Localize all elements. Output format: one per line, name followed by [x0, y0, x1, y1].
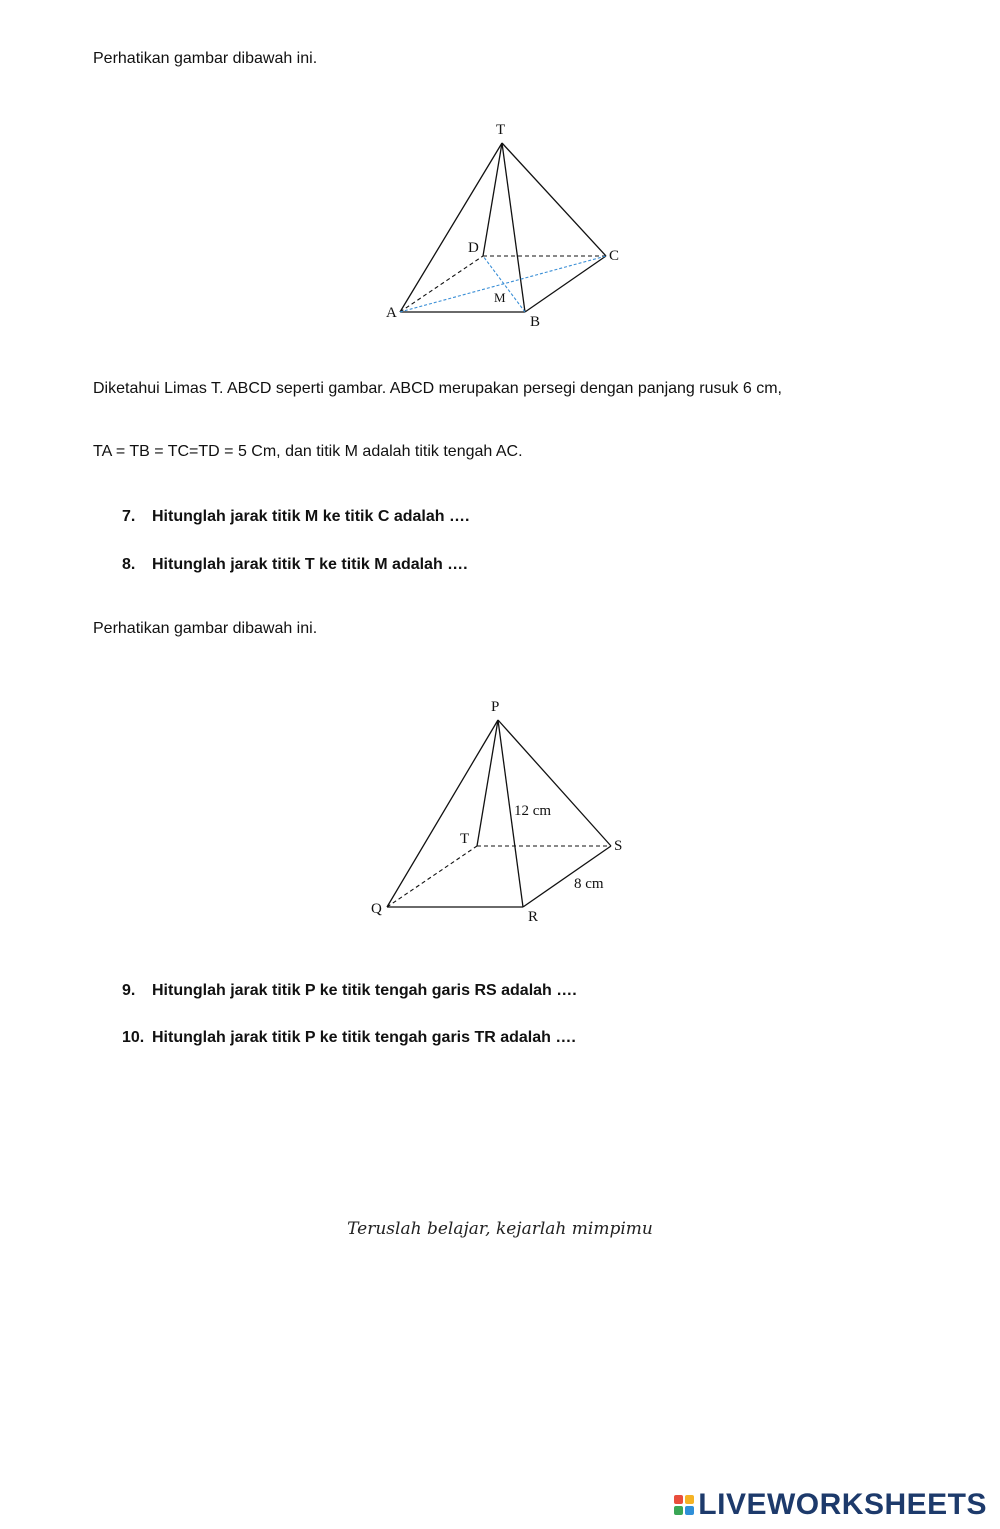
- intro-text-2: Perhatikan gambar dibawah ini.: [93, 620, 318, 637]
- description-line-2: TA = TB = TC=TD = 5 Cm, dan titik M adalah titik tengah AC.: [93, 443, 523, 460]
- logo-tile-1: [674, 1495, 683, 1504]
- edge-ps: [498, 720, 611, 846]
- label-b: B: [530, 314, 541, 330]
- question-8-text: Hitunglah jarak titik T ke titik M adalah ….: [152, 556, 468, 573]
- label-side: 8 cm: [574, 876, 604, 892]
- label-r: R: [528, 909, 539, 925]
- label-m: M: [494, 290, 506, 305]
- question-10-text: Hitunglah jarak titik P ke titik tengah garis TR adalah ….: [152, 1029, 576, 1046]
- intro-text-1: Perhatikan gambar dibawah ini.: [93, 50, 318, 67]
- question-7: [122, 508, 469, 526]
- edge-bc: [525, 256, 606, 312]
- question-9-text: Hitunglah jarak titik P ke titik tengah garis RS adalah ….: [152, 982, 577, 999]
- pyramid-pqrst-figure: [360, 690, 640, 930]
- label-p: P: [491, 699, 500, 715]
- edge-tc: [502, 143, 606, 256]
- logo-tile-4: [685, 1506, 694, 1515]
- logo-tile-3: [674, 1506, 683, 1515]
- question-10: [122, 1029, 576, 1047]
- question-7-number: 7.: [122, 508, 136, 525]
- question-8: [122, 556, 468, 574]
- question-9: [122, 982, 577, 1000]
- brand-name: LIVEWORKSHEETS: [698, 1488, 987, 1521]
- label-d: D: [468, 240, 479, 256]
- description-line-1: Diketahui Limas T. ABCD seperti gambar. ABCD merupakan persegi dengan panjang rusuk 6 cm,: [93, 380, 782, 397]
- label-t2: T: [460, 831, 470, 847]
- edge-qt-hidden: [387, 846, 477, 907]
- label-a: A: [386, 305, 397, 321]
- question-10-number: 10.: [122, 1029, 145, 1046]
- liveworksheets-logo-icon: [674, 1495, 694, 1515]
- motto-text: Teruslah belajar, kejarlah mimpimu: [347, 1219, 653, 1239]
- question-7-text: Hitunglah jarak titik M ke titik C adalah ….: [152, 508, 470, 525]
- label-c: C: [609, 248, 620, 264]
- label-t: T: [496, 122, 506, 138]
- edge-pq: [387, 720, 498, 907]
- pyramid-tabcd-figure: [380, 115, 640, 335]
- label-q: Q: [371, 901, 382, 917]
- label-height: 12 cm: [514, 803, 552, 819]
- question-9-number: 9.: [122, 982, 136, 999]
- edge-ta: [400, 143, 502, 312]
- liveworksheets-brand[interactable]: [674, 1488, 987, 1522]
- edge-ad-hidden: [400, 256, 483, 312]
- question-8-number: 8.: [122, 556, 136, 573]
- logo-tile-2: [685, 1495, 694, 1504]
- label-s: S: [614, 838, 623, 854]
